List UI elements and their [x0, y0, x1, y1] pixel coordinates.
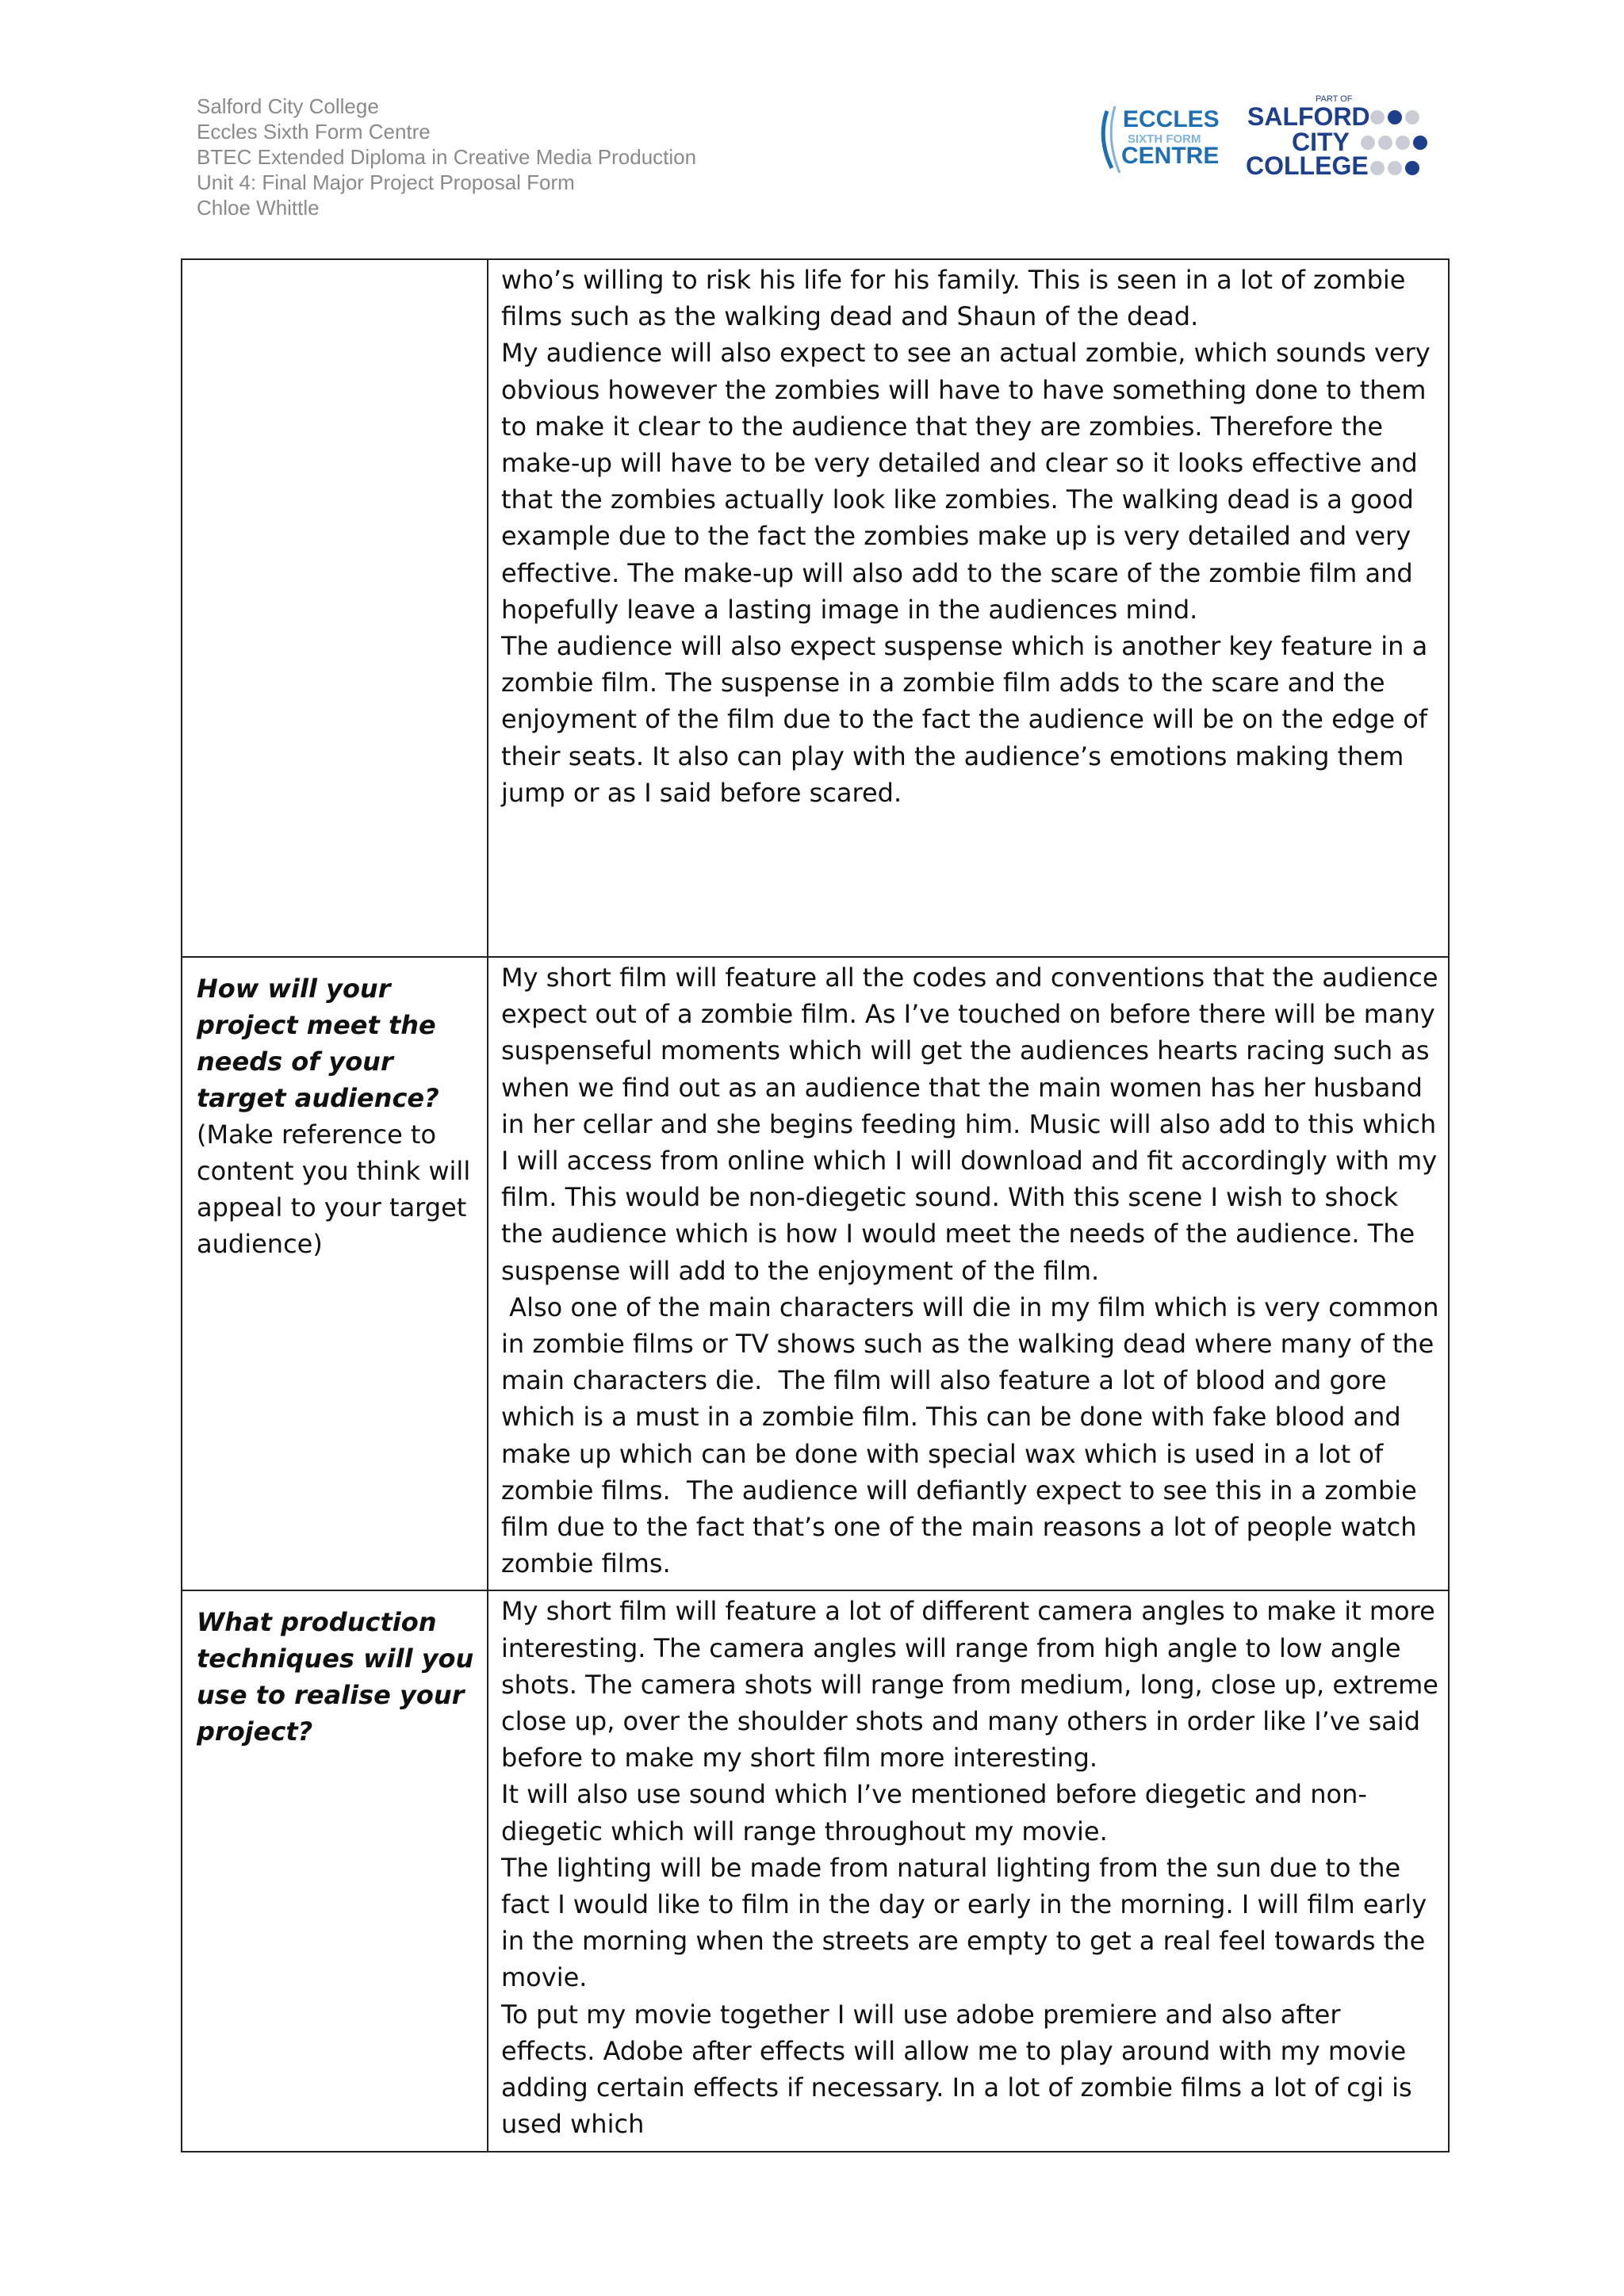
answer-paragraph: It will also use sound which I’ve mentioned before diegetic and non-diegetic which will range throughout my movie. — [501, 1779, 1367, 1846]
salford-logo-line2: CITY — [1292, 128, 1350, 156]
header-course: BTEC Extended Diploma in Creative Media Production — [197, 145, 697, 169]
answer-paragraph: The audience will also expect suspense which is another key feature in a zombie film. The suspense in a zombie film adds to the scare and the enjoyment of the film due to the fact the audience will be on the edge of their seats. It also can play with the audience’s emotions making them jump or as I said before scared. — [501, 631, 1436, 808]
table-row — [182, 259, 1449, 957]
header-centre: Eccles Sixth Form Centre — [197, 120, 431, 144]
answer-paragraph: The lighting will be made from natural lighting from the sun due to the fact I would like to film in the day or early in the morning. I will film early in the morning when the streets are empty to get a real feel towards the movie. — [501, 1852, 1435, 1993]
question-cell — [182, 259, 488, 957]
answer-paragraph: who’s willing to risk his life for his family. This is seen in a lot of zombie films such as the walking dead and Shaun of the dead. — [501, 265, 1414, 332]
header-college: Salford City College — [197, 94, 379, 118]
answer-paragraph: My short film will feature a lot of different camera angles to make it more interesting. The camera angles will range from high angle to low angle shots. The camera shots will range from medium, long, close up, extreme close up, over the shoulder shots and many others in order like I’ve said before to make my short film more interesting. — [501, 1596, 1447, 1774]
question-note: (Make reference to content you think will appeal to your target audience) — [197, 1119, 471, 1259]
answer-paragraph: My short film will feature all the codes and conventions that the audience expect out of a zombie film. As I’ve touched on before there will be many suspenseful moments which will get the audiences hearts racing such as when we find out as an audience that the main women has her husband in her cellar and she begins feeding him. Music will also add to this which I will access from online which I will download and fit accordingly with my film. This would be non-diegetic sound. With this scene I wish to shock the audience which is how I would meet the needs of the audience. The suspense will add to the enjoyment of the film. — [501, 962, 1446, 1286]
proposal-form-table — [181, 258, 1450, 2152]
salford-city-college-logo — [1241, 89, 1439, 184]
eccles-logo-line3: CENTRE — [1121, 143, 1220, 169]
document-header — [197, 94, 696, 220]
answer-cell — [488, 1590, 1449, 2151]
eccles-logo-line2: SIXTH FORM — [1128, 132, 1201, 146]
question-cell — [182, 957, 488, 1590]
table-row — [182, 1590, 1449, 2151]
header-unit: Unit 4: Final Major Project Proposal Form — [197, 170, 575, 194]
answer-paragraph: My audience will also expect to see an actual zombie, which sounds very obvious however the zombies will have to have something done to them to make it clear to the audience that they are zombies. Therefore the make-up will have to be very detailed and clear so it looks effective and that the zombies actually look like zombies. The walking dead is a good example due to the fact the zombies make up is very detailed and very effective. The make-up will also add to the scare of the zombie film and hopefully leave a lasting image in the audiences mind. — [501, 338, 1438, 625]
answer-cell — [488, 259, 1449, 957]
question-label: How will your project meet the needs of your target audience? — [197, 974, 439, 1113]
salford-logo-line3: COLLEGE — [1246, 151, 1369, 180]
eccles-centre-logo — [1101, 95, 1220, 182]
header-author: Chloe Whittle — [197, 196, 320, 220]
salford-logo-dots — [1361, 110, 1427, 175]
question-cell — [182, 1590, 488, 2151]
answer-paragraph: To put my movie together I will use adobe premiere and also after effects. Adobe after effects will allow me to play around with my movie adding certain effects if necessary. In a lot of zombie films a lot of cgi is used which — [501, 1999, 1420, 2140]
eccles-logo-line1: ECCLES — [1123, 106, 1220, 132]
table-row — [182, 957, 1449, 1590]
salford-logo-top: PART OF — [1316, 94, 1353, 104]
salford-logo-line1: SALFORD — [1247, 102, 1370, 131]
answer-paragraph: Also one of the main characters will die in my film which is very common in zombie films or TV shows such as the walking dead where many of the main characters die. The film will also feature a lot of blood and gore which is a must in a zombie film. This can be done with fake blood and make up which can be done with special wax which is used in a lot of zombie films. The audience will defiantly expect to see this in a zombie film due to the fact that’s one of the main reasons a lot of people watch zombie films. — [501, 1292, 1447, 1579]
question-label: What production techniques will you use to realise your project? — [197, 1607, 474, 1747]
answer-cell — [488, 957, 1449, 1590]
